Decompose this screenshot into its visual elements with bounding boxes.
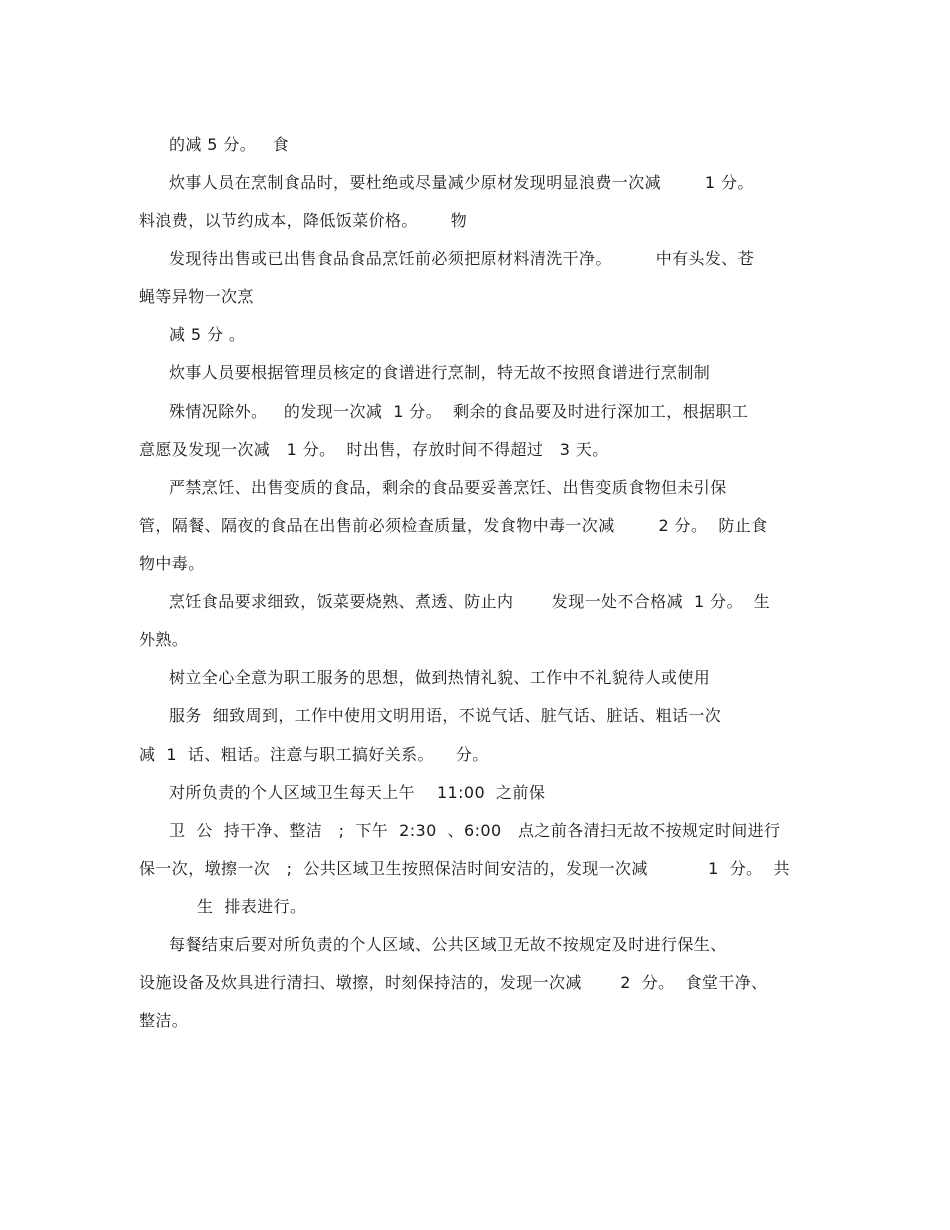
text-line: 每餐结束后要对所负责的个人区域、公共区域卫无故不按规定及时进行保生、 — [169, 935, 727, 954]
text-line: 管，隔餐、隔夜的食品在出售前必须检查质量，发食物中毒一次减 2 分。 防止食 — [139, 516, 768, 535]
text-line: 蝇等异物一次烹 — [139, 287, 254, 306]
text-line: 意愿及发现一次减 1 分。 时出售，存放时间不得超过 3 天。 — [139, 440, 609, 459]
text-line: 的减 5 分。 食 — [169, 135, 290, 154]
text-line: 卫 公 持干净、整洁 ; 下午 2:30 、6:00 点之前各清扫无故不按规定时间进行 — [169, 821, 781, 840]
text-line: 严禁烹饪、出售变质的食品，剩余的食品要妥善烹饪、出售变质食物但未引保 — [169, 478, 727, 497]
text-line: 对所负责的个人区域卫生每天上午 11:00 之前保 — [169, 783, 546, 802]
text-line: 设施设备及炊具进行清扫、墩擦，时刻保持洁的，发现一次减 2 分。 食堂干净、 — [139, 973, 768, 992]
text-line: 炊事人员在烹制食品时，要杜绝或尽量减少原材发现明显浪费一次减 1 分。 — [169, 173, 754, 192]
text-line: 生 排表进行。 — [197, 897, 307, 916]
text-line: 发现待出售或已出售食品食品烹饪前必须把原材料清洗干净。 中有头发、苍 — [169, 249, 755, 268]
text-line: 料浪费，以节约成本，降低饭菜价格。 物 — [139, 211, 468, 230]
text-line: 殊情况除外。 的发现一次减 1 分。 剩余的食品要及时进行深加工，根据职工 — [169, 402, 749, 421]
text-line: 炊事人员要根据管理员核定的食谱进行烹制，特无故不按照食谱进行烹制制 — [169, 363, 711, 382]
text-line: 外熟。 — [139, 630, 189, 649]
text-line: 树立全心全意为职工服务的思想，做到热情礼貌、工作中不礼貌待人或使用 — [169, 668, 711, 687]
text-line: 物中毒。 — [139, 554, 205, 573]
text-line: 整洁。 — [139, 1011, 189, 1030]
text-line: 烹饪食品要求细致，饭菜要烧熟、煮透、防止内 发现一处不合格减 1 分。 生 — [169, 592, 771, 611]
text-line: 减 5 分 。 — [169, 325, 246, 344]
text-line: 服务 细致周到，工作中使用文明用语，不说气话、脏气话、脏话、粗话一次 — [169, 706, 722, 725]
text-line: 减 1 话、粗话。注意与职工搞好关系。 分。 — [139, 745, 489, 764]
text-line: 保一次，墩擦一次 ; 公共区域卫生按照保洁时间安洁的，发现一次减 1 分。 共 — [139, 859, 790, 878]
